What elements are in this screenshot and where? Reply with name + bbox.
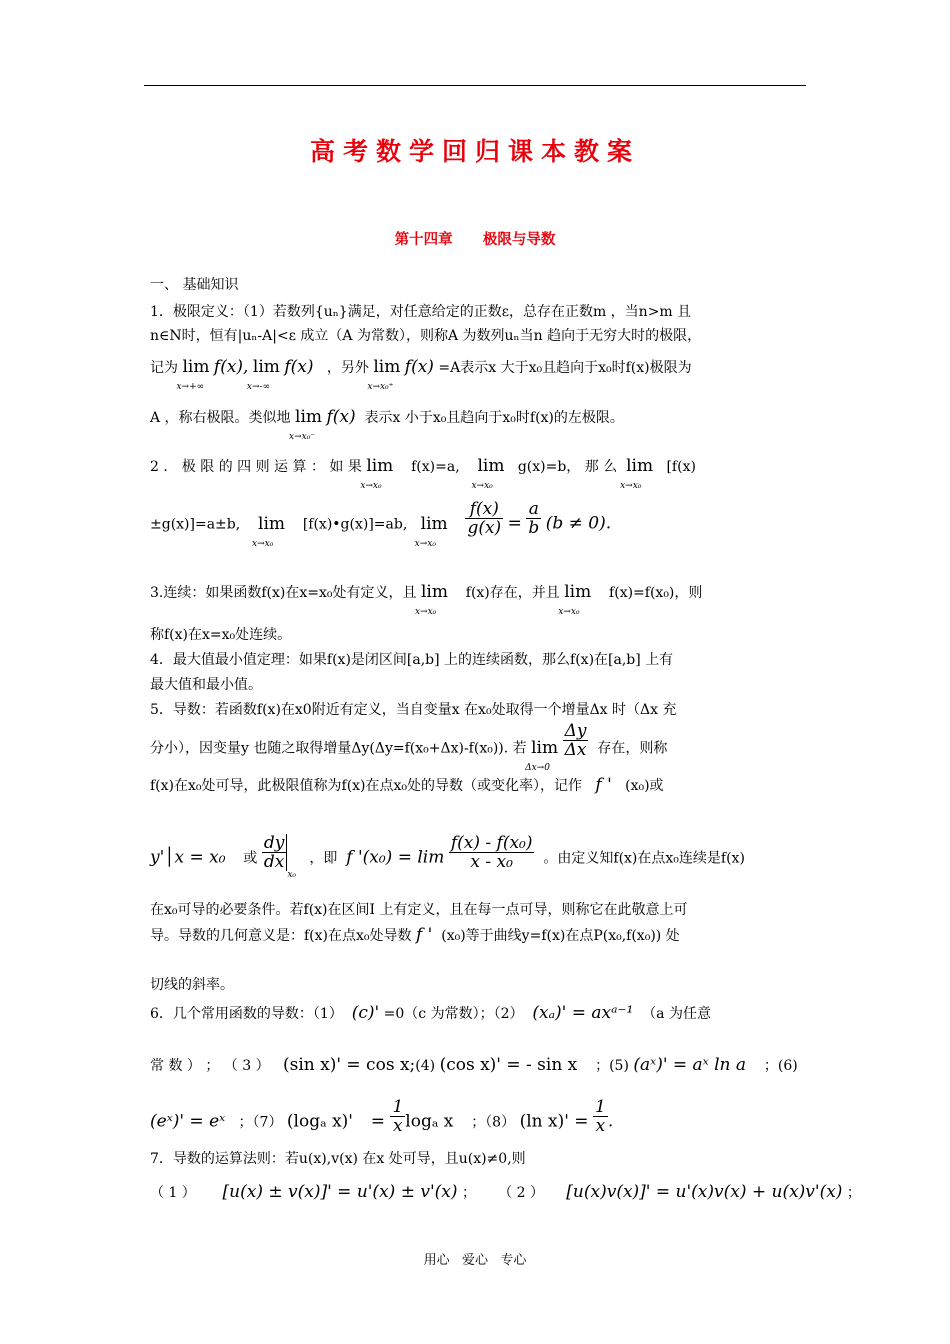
para-5e: 在x₀可导的必要条件。若f(x)在区间I 上有定义，且在每一点可导，则称它在此敬意上可 bbox=[150, 902, 688, 918]
fraction-dy-dx: $\frac{\Delta y}{\Delta x}$ bbox=[564, 721, 587, 760]
para-1d bbox=[150, 407, 624, 442]
para-6b: 常 数 ） ； （ 3 ） (sin x)' = cos x;(4) (cos x)' = - sin x ；(5) (aˣ)' = aˣ ln a ；(6) bbox=[150, 1055, 798, 1075]
text: A ，称右极限。类似地 bbox=[150, 410, 291, 426]
lim-symbol: lim x→x₀ bbox=[620, 456, 654, 491]
para-3b: 称f(x)在x=x₀处连续。 bbox=[150, 627, 292, 643]
formula: f(x) bbox=[404, 357, 434, 377]
lim-symbol: lim x→x₀⁺ bbox=[367, 357, 401, 392]
page-title: 高考数学回归课本教案 bbox=[309, 137, 640, 166]
text: ，另外 bbox=[326, 360, 369, 376]
chapter-heading: 第十四章 极限与导数 bbox=[394, 232, 556, 248]
text: 表示x 小于x₀且趋向于x₀时f(x)的左极限。 bbox=[364, 410, 624, 426]
para-1a: 1．极限定义：（1）若数列{uₙ}满足，对任意给定的正数ε，总存在正数m ，当n>m 且 bbox=[150, 304, 692, 320]
lim-symbol: lim x→x₀ bbox=[414, 513, 448, 549]
page-footer: 用心 爱心 专心 bbox=[423, 1253, 527, 1268]
fraction-fx-gx: $\frac{f(x)}{g(x)}$ bbox=[467, 499, 502, 538]
text: =A表示x 大于x₀且趋向于x₀时f(x)极限为 bbox=[438, 360, 692, 376]
fraction-1-x: $\frac{1}{x}$ bbox=[594, 1097, 606, 1136]
f-prime: f ' bbox=[415, 925, 433, 945]
fraction-dy-dx-eval: $\frac{dy}{dx}$ bbox=[262, 834, 288, 871]
lim-symbol: lim x→x₀ bbox=[471, 456, 505, 491]
lim-symbol: lim x→x₀ bbox=[252, 513, 286, 549]
para-7a: 7．导数的运算法则：若u(x),v(x) 在x 处可导，且u(x)≠0,则 bbox=[150, 1151, 526, 1167]
formula: f(x), bbox=[213, 357, 249, 377]
para-4b: 最大值和最小值。 bbox=[150, 677, 262, 693]
para-5c: f(x)在x₀处可导，此极限值称为f(x)在点x₀处的导数（或变化率），记作 f ' (x₀)或 bbox=[150, 775, 664, 795]
para-7b: （ 1 ） [u(x) ± v(x)]' = u'(x) ± v'(x) ； （ 2 ） [u(x)v(x)]' = u'(x)v(x) + u(x)v'(x) ； bbox=[150, 1182, 861, 1202]
f-prime: f ' bbox=[595, 775, 612, 795]
lim-symbol: lim x→x₀ bbox=[558, 582, 592, 617]
lim-symbol: lim x→x₀ bbox=[360, 456, 394, 491]
para-3a: 3.连续：如果函数f(x)在x=x₀处有定义，且 lim x→x₀ f(x)存在，并且 lim x→x₀ f(x)=f(x₀)，则 bbox=[150, 582, 703, 617]
fraction-derivative: $\frac{\text{f(x) - f(x₀)}}{\text{x - x₀}}$ bbox=[450, 833, 533, 872]
lim-symbol: lim x→+∞ bbox=[176, 357, 210, 392]
lim-symbol: lim x→-∞ bbox=[246, 357, 280, 392]
text: 记为 bbox=[150, 360, 178, 376]
lim-symbol: lim x→x₀ bbox=[414, 582, 448, 617]
para-5a: 5．导数：若函数f(x)在x0附近有定义，当自变量x 在x₀处取得一个增量Δx 时（Δx 充 bbox=[150, 702, 677, 718]
lim-symbol: lim Δx→0 bbox=[525, 737, 559, 773]
para-2a: 2 ． 极 限 的 四 则 运 算 ： 如 果 lim x→x₀ f(x)=a, lim x→x₀ g(x)=b， 那 么 lim x→x₀ [f(x) bbox=[150, 456, 696, 491]
para-5d: y'│x = x₀ 或 $\frac{dy}{dx}$ $_{x_0}$ ，即 f '(x₀) = lim $\frac{\text{f(x) - f(x₀)}}{\text{x - x₀}}$ 。由定义知f(x)在点x₀连续是f(x) bbox=[150, 833, 745, 880]
lim-symbol: lim x→x₀⁻ bbox=[289, 407, 323, 442]
para-5f: 导。导数的几何意义是：f(x)在点x₀处导数 f ' (x₀)等于曲线y=f(x)在点P(x₀,f(x₀)) 处 bbox=[150, 925, 680, 945]
para-6c: (eˣ)' = eˣ ；（7） (logₐ x)' = $\frac{1}{x}$ logₐ x ；（8） (ln x)' = $\frac{1}{x}$ . bbox=[150, 1097, 614, 1136]
fraction-1-x: $\frac{1}{x}$ bbox=[392, 1097, 404, 1136]
header-rule bbox=[144, 85, 806, 86]
para-4a: 4．最大值最小值定理：如果f(x)是闭区间[a,b] 上的连续函数，那么f(x)在[a,b] 上有 bbox=[150, 652, 674, 668]
para-6a: 6．几个常用函数的导数：（1） (c)' =0（c 为常数）；（2） (xₐ)' = axᵃ⁻¹ （a 为任意 bbox=[150, 1003, 711, 1023]
para-5g: 切线的斜率。 bbox=[150, 977, 234, 993]
section-heading: 一、 基础知识 bbox=[150, 277, 239, 293]
para-1b: n∈N时，恒有|uₙ-A|<ε 成立（A 为常数），则称A 为数列uₙ当n 趋向于无穷大时的极限， bbox=[150, 328, 702, 344]
fraction-a-b: $\frac{a}{b}$ bbox=[528, 499, 540, 538]
para-2b: ±g(x)]=a±b, lim x→x₀ [f(x)•g(x)]=ab, lim x→x₀ $\frac{f(x)}{g(x)}$ = $\frac{a}{b}$ (b ≠ 0). bbox=[150, 499, 612, 549]
formula: f(x) bbox=[284, 357, 314, 377]
para-5b: 分小），因变量y 也随之取得增量Δy(Δy=f(x₀+Δx)-f(x₀)). 若 lim Δx→0 $\frac{\Delta y}{\Delta x}$ 存在，则称 bbox=[150, 721, 668, 773]
para-1c bbox=[150, 357, 692, 392]
formula: f(x) bbox=[326, 407, 356, 427]
